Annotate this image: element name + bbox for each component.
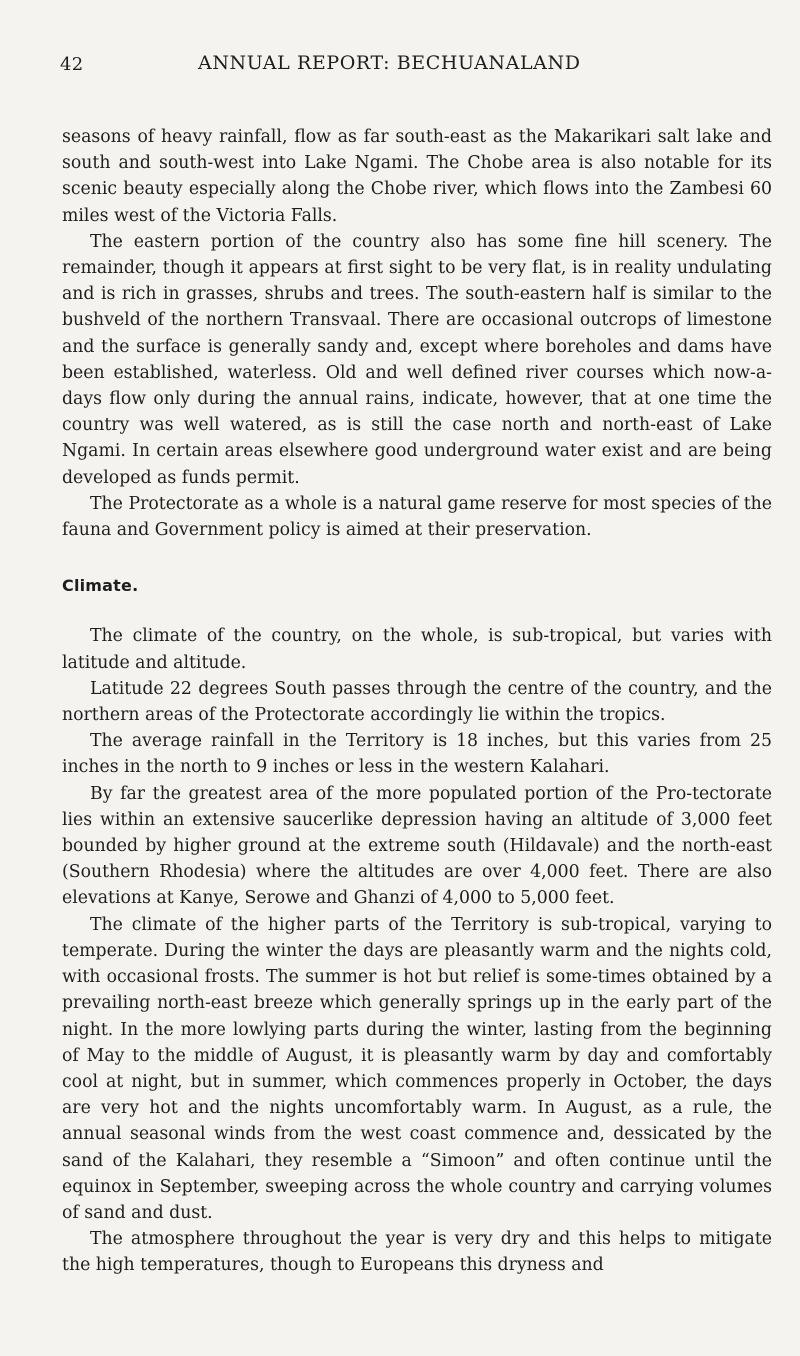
page-number: 42 bbox=[60, 54, 84, 75]
paragraph-seasons: The climate of the higher parts of the Territory is sub-tropical, varying to temperate. During the winter the days are pleasantly warm and the nights cold, with occasional frosts. The summer is hot but relief is some-times obtained by a prevailing north-east breeze which generally springs up in the early part of the night. In the more lowlying parts during the winter, lasting from the beginning of May to the middle of August, it is pleasantly warm by day and comfortably cool at night, but in summer, which commences properly in October, the days are very hot and the nights uncomfortably warm. In August, as a rule, the annual seasonal winds from the west coast commence and, dessicated by the sand of the Kalahari, they resemble a “Simoon” and often continue until the equinox in September, sweeping across the whole country and carrying volumes of sand and dust. bbox=[62, 914, 772, 1223]
running-head: ANNUAL REPORT: BECHUANALAND bbox=[198, 52, 581, 74]
document-page bbox=[62, 50, 772, 1279]
paragraph-eastern-portion: The eastern portion of the country also has some fine hill scenery. The remainder, though it appears at first sight to be very flat, is in reality undulating and is rich in grasses, shrubs and trees. The south-eastern half is similar to the bushveld of the northern Transvaal. There are occasional outcrops of limestone and the surface is generally sandy and, except where boreholes and dams have been established, waterless. Old and well defined river courses which now-a-days flow only during the annual rains, indicate, however, that at one time the country was well watered, as is still the case north and north-east of Lake Ngami. In certain areas elsewhere good underground water exist and are being developed as funds permit. bbox=[62, 231, 772, 488]
paragraph-climate-overview: The climate of the country, on the whole, is sub-tropical, but varies with latitude and altitude. bbox=[62, 626, 772, 673]
paragraph-altitude: By far the greatest area of the more populated portion of the Pro-tectorate lies within an extensive saucerlike depression having an altitude of 3,000 feet bounded by higher ground at the extreme south (Hildavale) and the north-east (Southern Rhodesia) where the altitudes are over 4,000 feet. There are also elevations at Kanye, Serowe and Ghanzi of 4,000 to 5,000 feet. bbox=[62, 783, 772, 909]
paragraph-latitude: Latitude 22 degrees South passes through the centre of the country, and the northern areas of the Protectorate accordingly lie within the tropics. bbox=[62, 678, 772, 726]
paragraph-continuation: seasons of heavy rainfall, flow as far south-east as the Makarikari salt lake and south and south-west into Lake Ngami. The Chobe area is also notable for its scenic beauty especially along the Chobe river, which flows into the Zambesi 60 miles west of the Victoria Falls. bbox=[62, 127, 772, 226]
paragraph-atmosphere: The atmosphere throughout the year is very dry and this helps to mitigate the high temperatures, though to Europeans this dryness and bbox=[62, 1229, 772, 1276]
section-heading-climate: Climate. bbox=[62, 576, 139, 596]
paragraph-game-reserve: The Protectorate as a whole is a natural game reserve for most species of the fauna and Government policy is aimed at their preservation. bbox=[62, 493, 772, 541]
body-text bbox=[62, 124, 772, 1279]
paragraph-rainfall: The average rainfall in the Territory is 18 inches, but this varies from 25 inches in the north to 9 inches or less in the western Kalahari. bbox=[62, 731, 772, 778]
page-header bbox=[62, 50, 772, 80]
